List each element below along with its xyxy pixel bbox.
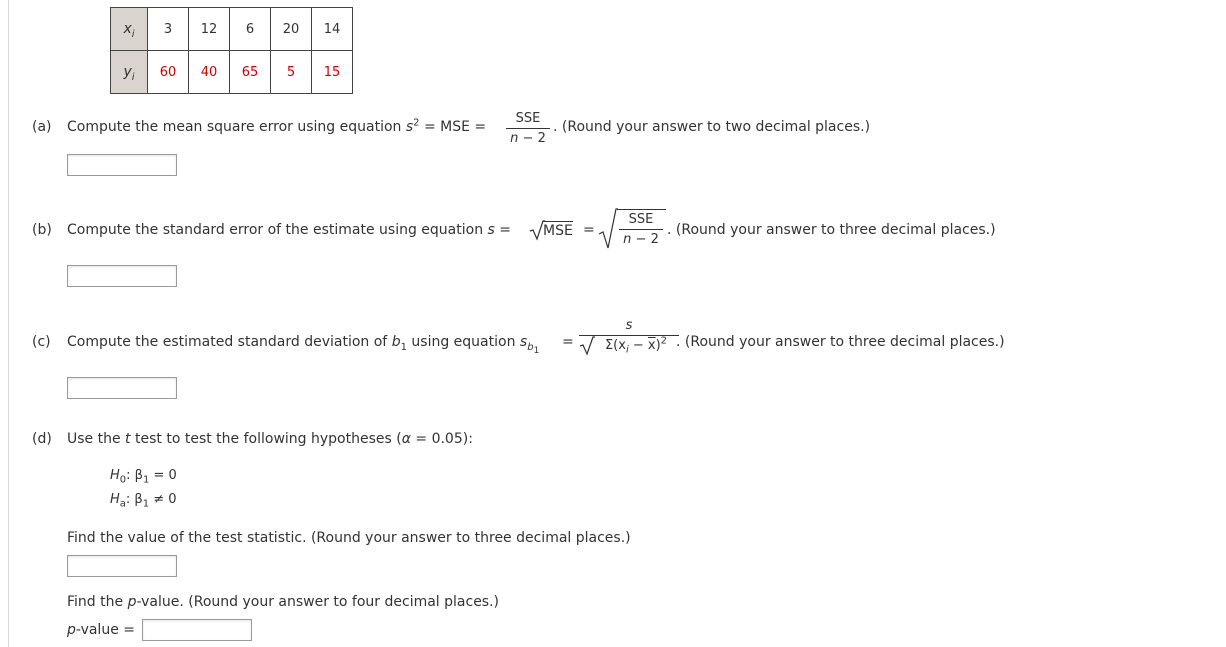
part-b-fraction: SSE n − 2 — [619, 212, 663, 247]
table-row-x — [111, 8, 353, 51]
part-b-answer-input[interactable] — [67, 265, 177, 287]
table-cell: 65 — [230, 51, 271, 94]
table-cell: 3 — [148, 8, 189, 51]
y-header: $y_i$ — [111, 51, 148, 94]
table-cell: 12 — [189, 8, 230, 51]
part-a-note: . (Round your answer to two decimal places.) — [553, 119, 871, 135]
sqrt-icon — [598, 208, 618, 250]
table-cell: 40 — [189, 51, 230, 94]
x-header: $x_i$ — [111, 8, 148, 51]
part-d-letter: (d) — [32, 431, 52, 447]
part-c-answer-input[interactable] — [67, 377, 177, 399]
table-row-y — [111, 51, 353, 94]
table-cell: 60 — [148, 51, 189, 94]
part-c-equals: = — [562, 334, 574, 350]
part-c-question: Compute the estimated standard deviation of $b_1$ using equation $s_{b_1}$ — [67, 334, 540, 356]
part-a-question: Compute the mean square error using equation $s^2$ = MSE = — [67, 117, 487, 135]
part-b-question: Compute the standard error of the estimate using equation s = — [67, 222, 512, 238]
part-c-fraction: s $\Sigma(x_i - \overline{x})^2$ — [579, 318, 679, 353]
p-value-label: p-value = — [67, 622, 135, 638]
test-statistic-input[interactable] — [67, 555, 177, 577]
p-value-input[interactable] — [142, 619, 252, 641]
table-cell: 5 — [271, 51, 312, 94]
table-cell: 14 — [312, 8, 353, 51]
table-cell: 15 — [312, 51, 353, 94]
part-a-letter: (a) — [32, 119, 52, 135]
table-cell: 20 — [271, 8, 312, 51]
part-d-question: Use the t test to test the following hypotheses (α = 0.05): — [67, 431, 473, 447]
part-c-letter: (c) — [32, 334, 51, 350]
table-cell: 6 — [230, 8, 271, 51]
part-b-equals: = — [583, 222, 595, 238]
part-a-fraction: SSE n − 2 — [506, 111, 550, 146]
part-b-note: . (Round your answer to three decimal places.) — [667, 222, 996, 238]
part-b-sqrt-mse: MSE — [543, 223, 573, 239]
sqrt-overline — [617, 209, 666, 210]
test-statistic-prompt: Find the value of the test statistic. (Round your answer to three decimal places.) — [67, 530, 631, 546]
alternative-hypothesis: $H_a$: $\beta_1 \ne 0$ — [110, 492, 177, 510]
left-divider — [8, 0, 9, 647]
part-c-note: . (Round your answer to three decimal places.) — [676, 334, 1005, 350]
part-a-answer-input[interactable] — [67, 154, 177, 176]
null-hypothesis: $H_0$: $\beta_1 = 0$ — [110, 468, 177, 486]
sqrt-icon — [579, 336, 595, 356]
p-value-prompt: Find the p-value. (Round your answer to four decimal places.) — [67, 594, 500, 610]
data-table — [110, 7, 353, 94]
part-b-letter: (b) — [32, 222, 52, 238]
